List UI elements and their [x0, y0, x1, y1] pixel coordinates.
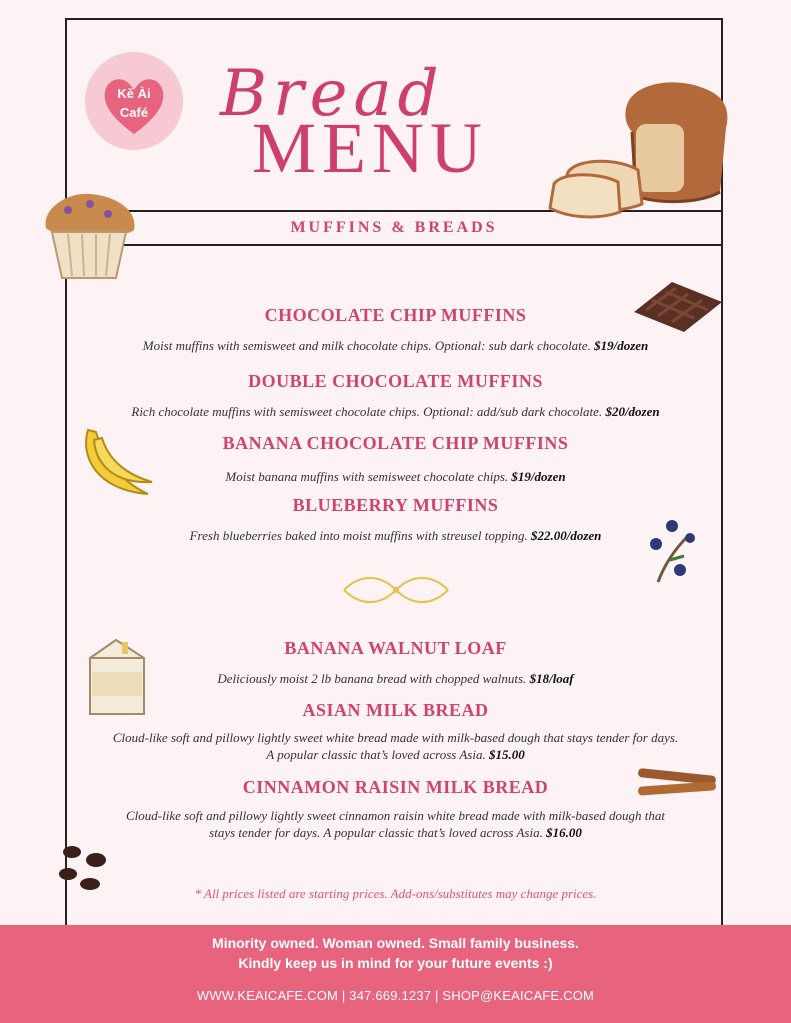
item-price: $19/dozen — [594, 338, 649, 353]
price-note: * All prices listed are starting prices. Add-ons/substitutes may change prices. — [194, 886, 597, 901]
item-price: $20/dozen — [605, 404, 660, 419]
milk-carton-icon — [82, 636, 152, 718]
blueberry-branch-icon — [640, 516, 700, 586]
item-price: $16.00 — [546, 825, 582, 840]
item-description: Cloud-like soft and pillowy lightly sweet white bread made with milk-based dough that stays tender for days. A popular classic that’s loved across Asia. $15.00 — [112, 730, 679, 762]
banana-icon — [78, 426, 158, 502]
flourish-ornament — [340, 570, 452, 610]
footer-tagline-1: Minority owned. Woman owned. Small family business. — [212, 935, 579, 951]
item-description: Rich chocolate muffins with semisweet chocolate chips. Optional: add/sub dark chocolate. $20/dozen — [131, 404, 660, 419]
item-price: $22.00/dozen — [530, 528, 602, 543]
section-header: MUFFINS & BREADS — [290, 219, 498, 236]
item-title: BLUEBERRY MUFFINS — [292, 495, 499, 515]
script-title-text: Bread — [220, 57, 445, 131]
logo-text-line2: Café — [119, 105, 149, 120]
item-description: Deliciously moist 2 lb banana bread with chopped walnuts. $18/loaf — [217, 671, 574, 686]
item-price: $18/loaf — [529, 671, 574, 686]
item-title: BANANA WALNUT LOAF — [284, 638, 507, 658]
bread-loaf-icon — [548, 72, 734, 220]
item-title: DOUBLE CHOCOLATE MUFFINS — [248, 371, 543, 391]
item-title: CHOCOLATE CHIP MUFFINS — [264, 305, 527, 325]
item-description: Cloud-like soft and pillowy lightly sweet cinnamon raisin white bread made with milk-based dough that stays tender for days. A popular classic that’s loved across Asia. $16.00 — [126, 808, 665, 840]
item-description: Moist muffins with semisweet and milk chocolate chips. Optional: sub dark chocolate. $19/dozen — [142, 338, 649, 353]
item-title: ASIAN MILK BREAD — [302, 700, 489, 720]
footer-tagline-2: Kindly keep us in mind for your future events :) — [238, 955, 553, 971]
item-price: $19/dozen — [511, 469, 566, 484]
raisins-icon — [56, 838, 120, 896]
item-description: Moist banana muffins with semisweet chocolate chips. $19/dozen — [225, 469, 566, 484]
muffin-icon — [38, 188, 140, 282]
footer — [0, 925, 791, 1023]
logo-text — [99, 84, 169, 122]
cinnamon-sticks-icon — [634, 766, 720, 800]
logo-text-line1: Kě Ài — [117, 86, 151, 101]
item-description: Fresh blueberries baked into moist muffins with streusel topping. $22.00/dozen — [189, 528, 602, 543]
item-price: $15.00 — [488, 747, 525, 762]
item-title: CINNAMON RAISIN MILK BREAD — [242, 777, 549, 797]
menu-title: MENU — [252, 108, 488, 188]
item-title: BANANA CHOCOLATE CHIP MUFFINS — [222, 433, 569, 453]
footer-contact: WWW.KEAICAFE.COM | 347.669.1237 | SHOP@KEAICAFE.COM — [196, 988, 595, 1003]
chocolate-bar-icon — [632, 278, 724, 334]
